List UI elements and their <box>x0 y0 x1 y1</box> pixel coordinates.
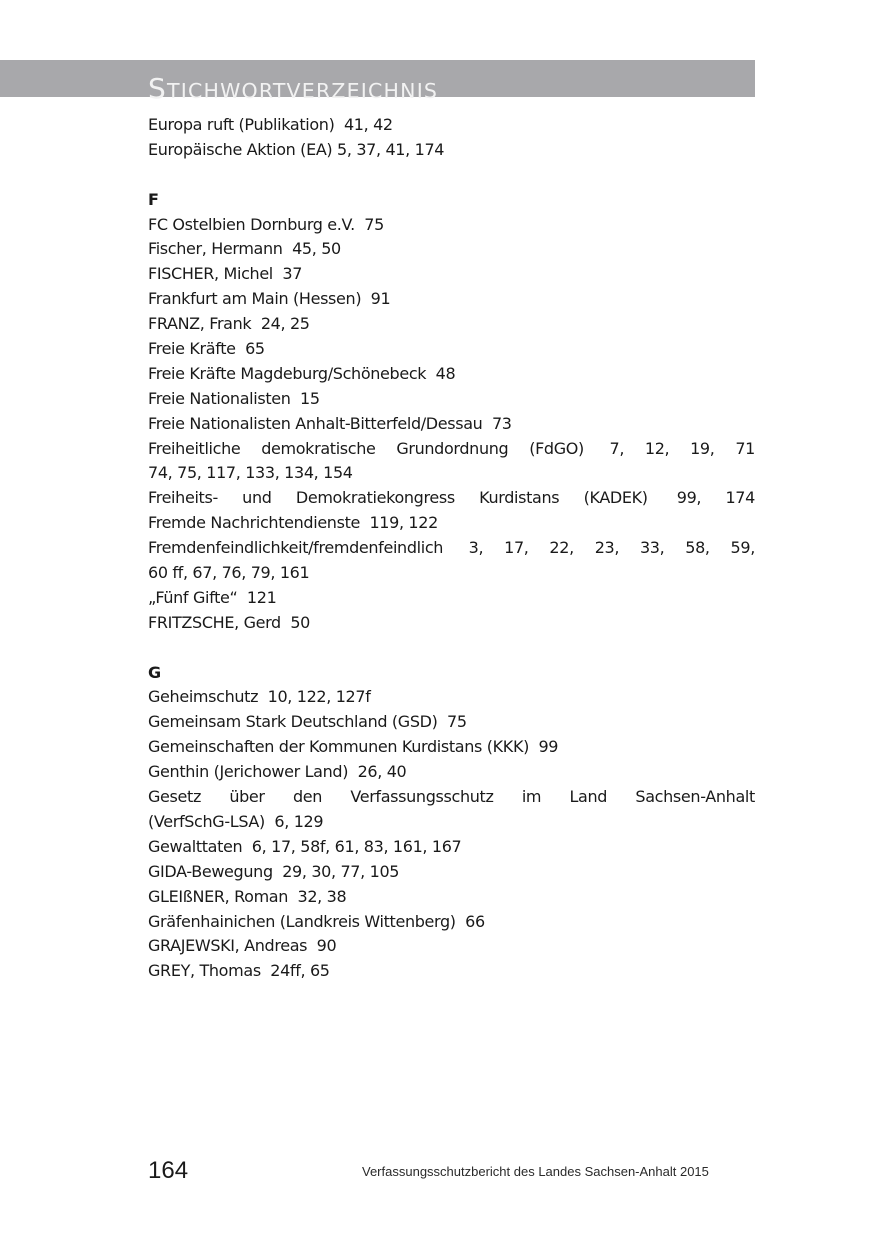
header-bar <box>0 60 755 105</box>
index-line-word: demokratische <box>261 438 376 458</box>
index-line-word: 58, <box>685 538 710 558</box>
index-line-word: (KADEK) <box>583 488 653 508</box>
index-line: Freie Kräfte Magdeburg/Schönebeck 48 <box>148 363 456 383</box>
index-line: Fremde Nachrichtendienste 119, 122 <box>148 513 438 533</box>
index-line: 60 ff, 67, 76, 79, 161 <box>148 563 310 583</box>
index-blank-line <box>148 163 755 188</box>
index-line-word: Sachsen-Anhalt <box>635 787 755 807</box>
index-line-word: und <box>242 488 272 508</box>
index-line <box>148 437 755 462</box>
index-line: FISCHER, Michel 37 <box>148 264 303 284</box>
index-line: GIDA-Bewegung 29, 30, 77, 105 <box>148 861 400 881</box>
index-line: Freie Kräfte 65 <box>148 339 265 359</box>
index-line-word: Verfassungsschutz <box>350 787 494 807</box>
footer-report-title: Verfassungsschutzbericht des Landes Sachsen-Anhalt 2015 <box>362 1164 709 1179</box>
index-line: GLEIßNER, Roman 32, 38 <box>148 886 347 906</box>
index-line-word: (FdGO) <box>529 438 589 458</box>
index-line-word: im <box>521 787 542 807</box>
index-line: „Fünf Gifte“ 121 <box>148 587 277 607</box>
index-section-heading: G <box>148 662 161 682</box>
index-line-word: Land <box>569 787 608 807</box>
index-line: Geheimschutz 10, 122, 127f <box>148 687 371 707</box>
index-list <box>148 113 755 984</box>
index-line: 74, 75, 117, 133, 134, 154 <box>148 463 353 483</box>
index-line-word: 17, <box>504 538 529 558</box>
index-line-word: 3, <box>468 538 484 558</box>
index-line-word: 99, <box>676 488 702 508</box>
index-line: FRANZ, Frank 24, 25 <box>148 314 310 334</box>
index-line <box>148 785 755 810</box>
index-line-word: über <box>229 787 265 807</box>
index-line-word: Freiheitliche <box>148 438 241 458</box>
index-line: Frankfurt am Main (Hessen) 91 <box>148 289 391 309</box>
index-line: Genthin (Jerichower Land) 26, 40 <box>148 762 407 782</box>
index-line-word: 23, <box>594 538 620 558</box>
index-line <box>148 486 755 511</box>
index-line: Gräfenhainichen (Landkreis Wittenberg) 66 <box>148 911 485 931</box>
index-line-word: 19, <box>690 438 715 458</box>
index-line-word: Freiheits- <box>148 488 218 508</box>
index-line <box>148 536 755 561</box>
index-line-word: den <box>292 787 323 807</box>
index-line-word: Demokratiekongress <box>295 488 455 508</box>
index-blank-line <box>148 636 755 661</box>
index-line: (VerfSchG-LSA) 6, 129 <box>148 811 324 831</box>
index-line: Freie Nationalisten Anhalt-Bitterfeld/Dessau 73 <box>148 413 512 433</box>
index-section-heading: F <box>148 189 159 209</box>
index-line: Europäische Aktion (EA) 5, 37, 41, 174 <box>148 139 445 159</box>
index-line: FRITZSCHE, Gerd 50 <box>148 612 310 632</box>
index-line-word: Gesetz <box>148 787 201 807</box>
index-line-word: 174 <box>725 488 755 508</box>
index-line: GREY, Thomas 24ff, 65 <box>148 961 330 981</box>
index-line: Freie Nationalisten 15 <box>148 388 320 408</box>
index-line-word: 7, <box>609 438 625 458</box>
index-line-word: Kurdistans <box>479 488 560 508</box>
index-line-word: Fremdenfeindlichkeit/fremdenfeindlich <box>148 538 448 558</box>
index-line: Gewalttaten 6, 17, 58f, 61, 83, 161, 167 <box>148 836 462 856</box>
index-line: Europa ruft (Publikation) 41, 42 <box>148 115 393 134</box>
index-line-word: 22, <box>549 538 574 558</box>
index-line-word: 33, <box>639 538 665 558</box>
page-title: S TICHWORTVERZEICHNIS <box>148 72 439 105</box>
index-line-word: Grundordnung <box>396 438 509 458</box>
index-line-word: 59, <box>730 538 755 558</box>
index-line: Gemeinsam Stark Deutschland (GSD) 75 <box>148 712 467 732</box>
index-line-word: 71 <box>735 438 755 458</box>
index-line: Gemeinschaften der Kommunen Kurdistans (KKK) 99 <box>148 737 559 757</box>
index-line: Fischer, Hermann 45, 50 <box>148 239 341 259</box>
index-line: FC Ostelbien Dornburg e.V. 75 <box>148 214 384 234</box>
index-line-word: 12, <box>644 438 670 458</box>
footer-page-number: 164 <box>148 1157 189 1184</box>
index-line: GRAJEWSKI, Andreas 90 <box>148 936 337 956</box>
